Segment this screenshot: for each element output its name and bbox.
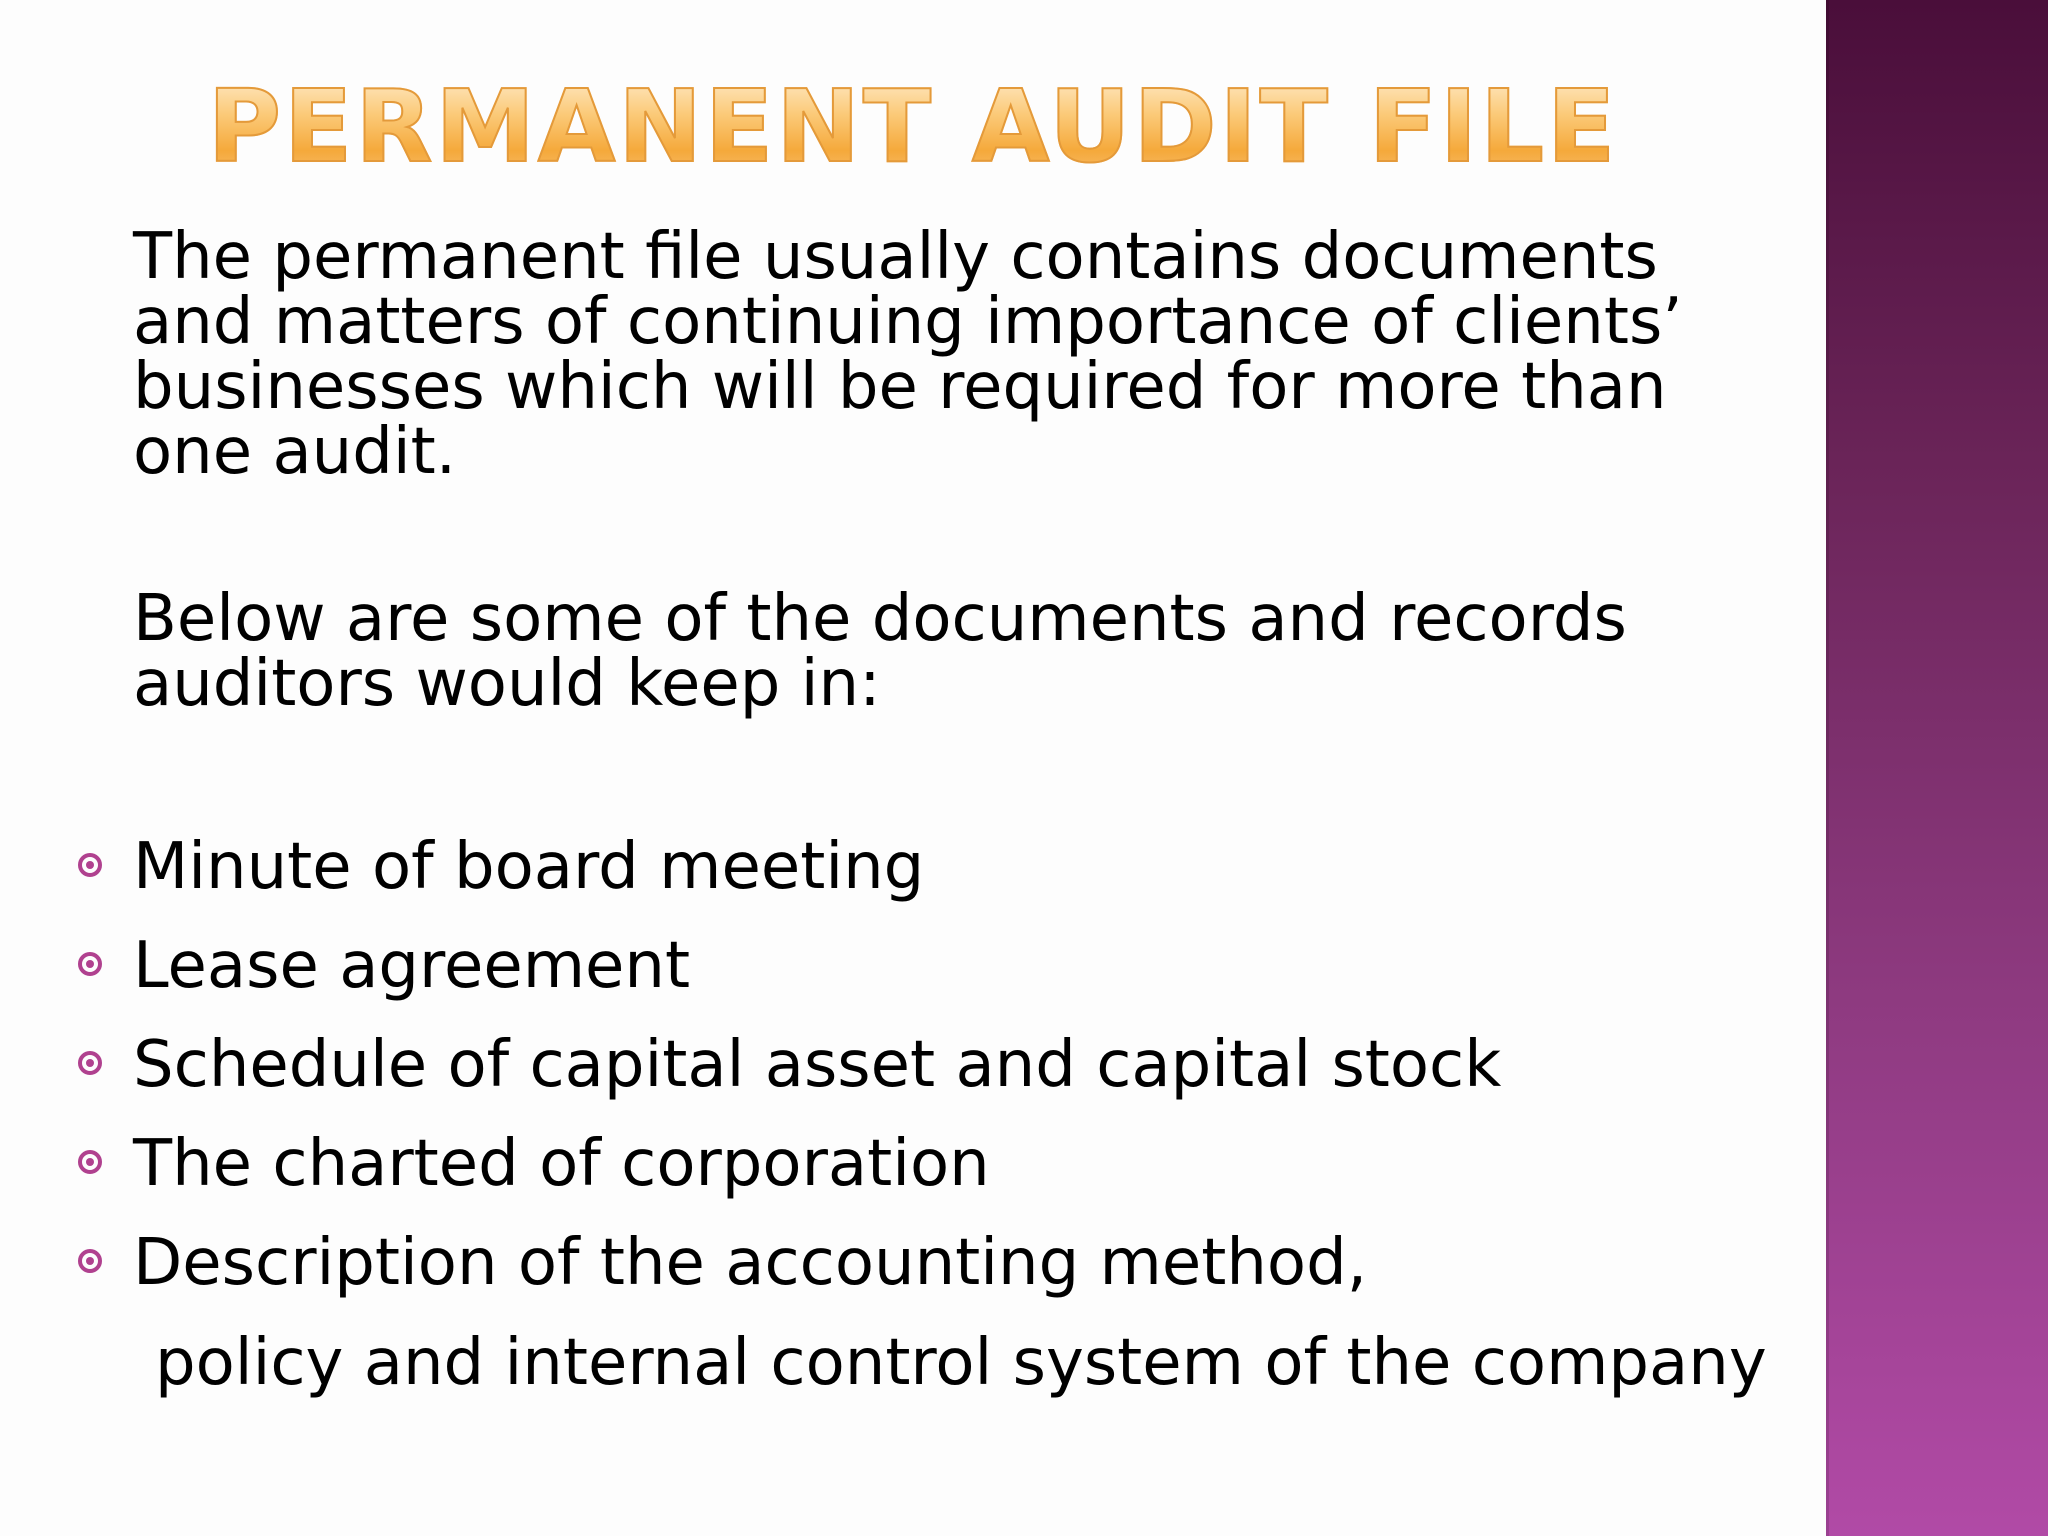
list-item-text: Description of the accounting method, [133, 1226, 1368, 1300]
intro-paragraph: The permanent file usually contains documents and matters of continuing importance of clients’ businesses which will be required for more than one audit. [133, 220, 1683, 489]
list-item-continuation: policy and internal control system of the company [155, 1326, 1767, 1400]
list-item-text: Minute of board meeting [133, 830, 925, 904]
radio-bullet-icon [78, 952, 102, 976]
radio-bullet-icon [78, 1150, 102, 1174]
list-item [0, 1025, 1800, 1124]
radio-bullet-icon [78, 853, 102, 877]
list-item [0, 1223, 1800, 1322]
side-band-edge [1826, 0, 1829, 1536]
decorative-side-band [1826, 0, 2048, 1536]
document-list [0, 827, 1800, 1322]
radio-bullet-icon [78, 1249, 102, 1273]
list-item [0, 1124, 1800, 1223]
slide-title: PERMANENT AUDIT FILE [0, 68, 1826, 186]
list-item-text: Lease agreement [133, 929, 691, 1003]
radio-bullet-icon [78, 1051, 102, 1075]
list-item-text: Schedule of capital asset and capital stock [133, 1028, 1502, 1102]
list-item-text: The charted of corporation [133, 1127, 990, 1201]
list-intro-paragraph: Below are some of the documents and records auditors would keep in: [133, 582, 1627, 721]
list-item [0, 926, 1800, 1025]
list-item [0, 827, 1800, 926]
